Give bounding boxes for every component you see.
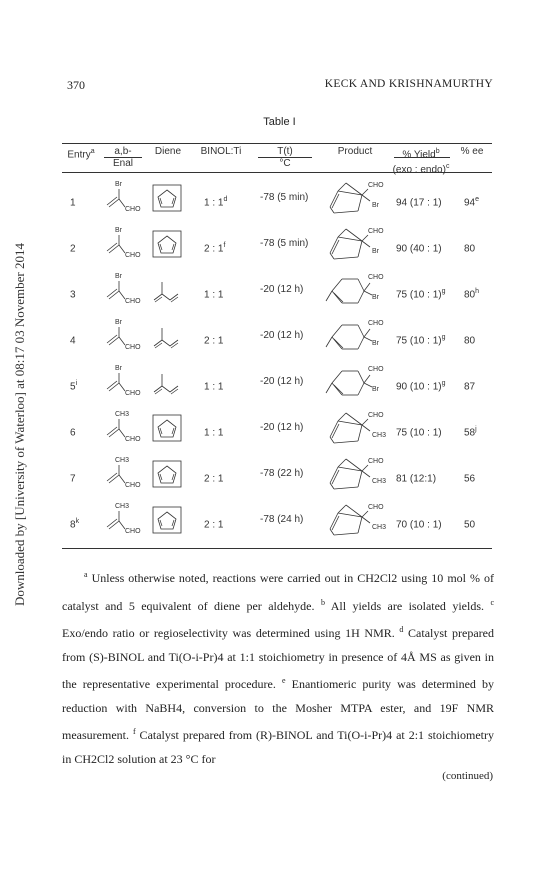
- cyclopentadiene-structure: [150, 458, 190, 492]
- product-substituent-label: Br: [372, 386, 379, 393]
- cell-entry: [70, 378, 77, 393]
- table-top-rule: [62, 143, 492, 144]
- bond: [362, 511, 368, 517]
- bond: [332, 291, 342, 303]
- product-cho-label: CHO: [368, 504, 384, 511]
- double-bond: [160, 244, 162, 250]
- entry-number: 8: [70, 519, 76, 531]
- chain: [154, 328, 178, 346]
- header-enal: [102, 146, 144, 170]
- table-row: [62, 498, 492, 544]
- cell-binol-ratio: [204, 424, 223, 439]
- table-bottom-rule: [62, 548, 492, 549]
- bond: [338, 413, 346, 421]
- bond: [362, 241, 370, 247]
- norbornene-product-structure: [324, 499, 388, 541]
- cell-ee: [464, 378, 475, 393]
- binol-ratio-text: 1 : 1: [204, 289, 224, 301]
- binol-ratio-text: 2 : 1: [204, 335, 224, 347]
- header-entry: [62, 146, 100, 161]
- header-enal-line2: Enal: [112, 158, 133, 169]
- footnotes: [62, 563, 494, 771]
- bond: [334, 257, 358, 259]
- table-row: [62, 360, 492, 406]
- bond: [364, 375, 370, 383]
- bond: [107, 289, 117, 297]
- cell-yield: [396, 286, 446, 301]
- ee-text: 56: [464, 473, 476, 485]
- binol-ratio-text: 1 : 1: [204, 197, 224, 209]
- header-ratio-sup: c: [445, 163, 450, 171]
- double-bond: [155, 297, 162, 302]
- bond: [109, 383, 119, 391]
- table-row: [62, 406, 492, 452]
- yield-text: 75 (10 : 1): [396, 335, 442, 347]
- bond: [358, 291, 364, 303]
- isoprene-structure: [150, 366, 190, 400]
- header-binol: BINOL:Ti: [200, 146, 242, 157]
- entry-number: 5: [70, 381, 76, 393]
- entry-number: 7: [70, 473, 76, 485]
- cell-ee: [464, 332, 475, 347]
- enal-substituent-label: CH3: [115, 503, 130, 510]
- bond: [358, 471, 362, 487]
- cell-binol-ratio: [204, 470, 223, 485]
- norbornene-product-structure: [324, 223, 388, 265]
- cell-binol-ratio: [204, 194, 227, 209]
- table-row: [62, 314, 492, 360]
- continued-note: (continued): [442, 770, 493, 782]
- cell-temperature: -78 (22 h): [260, 468, 304, 479]
- bond: [334, 211, 358, 213]
- bond: [358, 383, 364, 395]
- yield-text: 90 (40 : 1): [396, 243, 442, 255]
- bond: [334, 293, 343, 302]
- header-yield: [392, 146, 450, 177]
- yield-text: 70 (10 : 1): [396, 519, 442, 531]
- bond: [107, 335, 117, 343]
- footnote-mark: e: [281, 676, 286, 685]
- bond: [338, 505, 346, 513]
- bond: [346, 413, 362, 425]
- enal-substituent-label: Br: [115, 273, 122, 280]
- bond: [109, 429, 119, 437]
- enal-cho-label: CHO: [125, 482, 141, 489]
- cell-temperature: -20 (12 h): [260, 422, 304, 433]
- footnote-indent: [62, 571, 84, 585]
- bond: [107, 427, 117, 435]
- cell-entry: [70, 240, 76, 255]
- cyclopentadiene-structure: [150, 412, 190, 446]
- footnote-text: Enantiomeric purity was determined by reduction with NaBH4, conversion to the Mosher MTPA ester, and 19F NMR measurement.: [62, 677, 495, 742]
- product-substituent-label: CH3: [372, 478, 387, 485]
- header-ee: % ee: [460, 146, 484, 157]
- enal-substituent-label: CH3: [115, 411, 130, 418]
- cell-entry: [70, 424, 76, 439]
- bond: [334, 487, 358, 489]
- header-temp-line1: T(t): [277, 146, 293, 157]
- header-diene: Diene: [154, 146, 182, 157]
- cell-entry: [70, 470, 76, 485]
- footnote-text: Exo/endo ratio or regioselectivity was determined using 1H NMR.: [62, 626, 400, 640]
- cyclohexene-product-structure: [324, 361, 388, 403]
- enal-structure: [102, 455, 146, 495]
- bond: [338, 237, 362, 241]
- footnote-text: Catalyst prepared from (S)-BINOL and Ti(O-i-Pr)4 at 1:1 stoichiometry in presence of 4Å MS as given in the representative experimental procedure.: [62, 626, 494, 691]
- cell-entry: [70, 194, 76, 209]
- enal-cho-label: CHO: [125, 436, 141, 443]
- cyclohexene-product-structure: [324, 315, 388, 357]
- product-substituent-label: CH3: [372, 524, 387, 531]
- double-bond: [160, 520, 162, 526]
- enal-structure: [102, 363, 146, 403]
- header-enal-line1: a,b-: [114, 146, 132, 157]
- bond: [338, 229, 346, 237]
- binol-ratio-text: 2 : 1: [204, 519, 224, 531]
- cell-binol-ratio: [204, 332, 223, 347]
- cell-yield: [396, 194, 442, 209]
- product-substituent-label: Br: [372, 294, 379, 301]
- bond: [364, 283, 370, 291]
- enal-substituent-label: Br: [115, 319, 122, 326]
- product-substituent-label: Br: [372, 248, 379, 255]
- enal-cho-label: CHO: [125, 298, 141, 305]
- ee-sup: e: [475, 196, 480, 203]
- cell-yield: [396, 516, 442, 531]
- header-subrule-temp: [258, 157, 312, 158]
- product-substituent-label: CH3: [372, 432, 387, 439]
- bond: [332, 337, 342, 349]
- bond: [362, 465, 368, 471]
- page-number: 370: [67, 78, 85, 92]
- enal-substituent-label: Br: [115, 227, 122, 234]
- bond: [332, 371, 342, 383]
- yield-text: 81 (12:1): [396, 473, 437, 485]
- enal-structure: [102, 409, 146, 449]
- product-cho-label: CHO: [368, 412, 384, 419]
- bond: [334, 385, 343, 394]
- cell-temperature: -78 (5 min): [260, 238, 309, 249]
- yield-text: 90 (10 : 1): [396, 381, 442, 393]
- bond: [107, 473, 117, 481]
- product-substituent-label: Br: [372, 202, 379, 209]
- product-cho-label: CHO: [368, 274, 384, 281]
- yield-text: 75 (10 : 1): [396, 289, 442, 301]
- binol-ratio-text: 2 : 1: [204, 243, 224, 255]
- bond: [334, 533, 358, 535]
- bond: [334, 339, 343, 348]
- header-temp-line2: °C: [279, 158, 291, 169]
- bond: [346, 229, 362, 241]
- bond: [362, 235, 368, 241]
- bond: [362, 425, 370, 431]
- cell-temperature: -78 (5 min): [260, 192, 309, 203]
- cell-entry: [70, 516, 79, 531]
- product-cho-label: CHO: [368, 182, 384, 189]
- header-product: Product: [337, 146, 373, 157]
- bond: [338, 191, 362, 195]
- bond: [107, 519, 117, 527]
- bond: [362, 419, 368, 425]
- bond: [358, 337, 364, 349]
- bond: [358, 371, 364, 383]
- footnote-mark: f: [132, 727, 136, 736]
- table-title: Table I: [263, 116, 296, 128]
- binol-ratio-text: 2 : 1: [204, 473, 224, 485]
- bond: [362, 189, 368, 195]
- bond: [326, 291, 332, 301]
- ring: [158, 466, 176, 483]
- ee-sup: j: [475, 426, 477, 433]
- bond: [362, 517, 370, 523]
- bond: [358, 279, 364, 291]
- enal-cho-label: CHO: [125, 206, 141, 213]
- double-bond: [160, 428, 162, 434]
- bond: [332, 383, 342, 395]
- bond: [109, 521, 119, 529]
- cell-yield: [396, 332, 446, 347]
- double-bond: [171, 389, 178, 394]
- cyclopentadiene-structure: [150, 504, 190, 538]
- header-ratio-text: (exo : endo): [392, 164, 446, 176]
- header-entry-text: Entry: [67, 149, 91, 161]
- double-bond: [171, 343, 178, 348]
- bond: [358, 517, 362, 533]
- bond: [338, 513, 362, 517]
- norbornene-product-structure: [324, 407, 388, 449]
- footnote-text: All yields are isolated yields.: [324, 598, 491, 613]
- chain: [154, 374, 178, 392]
- isoprene-structure: [150, 274, 190, 308]
- bond: [338, 467, 362, 471]
- bond: [358, 195, 362, 211]
- double-bond: [172, 428, 174, 434]
- table-row: [62, 268, 492, 314]
- entry-sup: k: [75, 518, 80, 525]
- footnote-text: Unless otherwise noted, reactions were carried out in CH2Cl2 using 10 mol % of catalyst and 5 equivalent of diene per aldehyde.: [62, 571, 494, 613]
- cell-temperature: -20 (12 h): [260, 284, 304, 295]
- download-watermark: Downloaded by [University of Waterloo] at 08:17 03 November 2014: [12, 243, 27, 607]
- product-cho-label: CHO: [368, 228, 384, 235]
- bond: [358, 425, 362, 441]
- bond: [364, 383, 372, 387]
- bond: [364, 291, 372, 295]
- header-temp: [252, 146, 318, 170]
- footnote-mark: a: [84, 570, 88, 579]
- footnote-mark: c: [490, 597, 494, 607]
- enal-structure: [102, 501, 146, 541]
- cell-binol-ratio: [204, 286, 223, 301]
- bond: [358, 241, 362, 257]
- norbornene-product-structure: [324, 177, 388, 219]
- bond: [358, 325, 364, 337]
- enal-structure: [102, 271, 146, 311]
- enal-cho-label: CHO: [125, 390, 141, 397]
- cell-entry: [70, 286, 76, 301]
- double-bond: [172, 474, 174, 480]
- double-bond: [171, 297, 178, 302]
- ee-text: 58: [464, 427, 476, 439]
- double-bond: [172, 198, 174, 204]
- isoprene-structure: [150, 320, 190, 354]
- yield-sup: g: [441, 380, 446, 387]
- product-cho-label: CHO: [368, 320, 384, 327]
- bond: [109, 199, 119, 207]
- bond: [364, 337, 372, 341]
- bond: [346, 459, 362, 471]
- bond: [107, 381, 117, 389]
- cell-ee: [464, 194, 479, 209]
- cell-ee: [464, 424, 477, 439]
- double-bond: [172, 244, 174, 250]
- table-row: [62, 222, 492, 268]
- binol-ratio-sup: f: [223, 242, 226, 249]
- header-subrule-enal: [104, 157, 142, 158]
- bond: [107, 243, 117, 251]
- table-header: [62, 146, 492, 176]
- cell-entry: [70, 332, 76, 347]
- binol-ratio-text: 1 : 1: [204, 427, 224, 439]
- bond: [346, 183, 362, 195]
- cell-yield: [396, 240, 442, 255]
- entry-number: 6: [70, 427, 76, 439]
- cyclopentadiene-structure: [150, 182, 190, 216]
- ee-text: 80: [464, 243, 476, 255]
- cell-temperature: -20 (12 h): [260, 376, 304, 387]
- chain: [154, 282, 178, 300]
- cell-ee: [464, 516, 475, 531]
- bond: [109, 245, 119, 253]
- enal-cho-label: CHO: [125, 252, 141, 259]
- footnote-mark: d: [399, 625, 404, 634]
- enal-structure: [102, 179, 146, 219]
- binol-ratio-sup: d: [223, 196, 228, 203]
- yield-sup: g: [441, 334, 446, 341]
- cell-yield: [396, 470, 436, 485]
- bond: [332, 279, 342, 291]
- enal-cho-label: CHO: [125, 344, 141, 351]
- entry-number: 2: [70, 243, 76, 255]
- double-bond: [160, 474, 162, 480]
- enal-substituent-label: Br: [115, 181, 122, 188]
- bond: [338, 421, 362, 425]
- bond: [109, 291, 119, 299]
- ee-text: 87: [464, 381, 476, 393]
- bond: [326, 383, 332, 393]
- enal-substituent-label: CH3: [115, 457, 130, 464]
- entry-number: 3: [70, 289, 76, 301]
- cell-yield: [396, 378, 446, 393]
- bond: [364, 329, 370, 337]
- bond: [332, 325, 342, 337]
- product-substituent-label: Br: [372, 340, 379, 347]
- cell-temperature: -20 (12 h): [260, 330, 304, 341]
- bond: [338, 459, 346, 467]
- enal-substituent-label: Br: [115, 365, 122, 372]
- ring: [158, 236, 176, 253]
- header-entry-sup: a: [90, 148, 95, 155]
- double-bond: [155, 389, 162, 394]
- ring: [158, 420, 176, 437]
- bond: [107, 197, 117, 205]
- ee-text: 80: [464, 335, 476, 347]
- ring: [158, 512, 176, 529]
- ee-sup: h: [475, 288, 480, 295]
- table-row: [62, 176, 492, 222]
- cell-ee: [464, 470, 475, 485]
- enal-cho-label: CHO: [125, 528, 141, 535]
- ring: [158, 190, 176, 207]
- double-bond: [172, 520, 174, 526]
- bond: [326, 337, 332, 347]
- norbornene-product-structure: [324, 453, 388, 495]
- cell-binol-ratio: [204, 378, 223, 393]
- footnote-mark: b: [320, 597, 325, 607]
- bond: [338, 183, 346, 191]
- cell-ee: [464, 286, 479, 301]
- ee-text: 50: [464, 519, 476, 531]
- entry-number: 4: [70, 335, 76, 347]
- double-bond: [155, 343, 162, 348]
- bond: [109, 337, 119, 345]
- bond: [109, 475, 119, 483]
- yield-text: 94 (17 : 1): [396, 197, 442, 209]
- bond: [346, 505, 362, 517]
- product-cho-label: CHO: [368, 458, 384, 465]
- bond: [362, 195, 370, 201]
- header-yield-sup: b: [435, 148, 440, 155]
- cell-binol-ratio: [204, 240, 225, 255]
- yield-text: 75 (10 : 1): [396, 427, 442, 439]
- header-yield-text: % Yield: [402, 149, 436, 161]
- ee-text: 80: [464, 289, 476, 301]
- yield-sup: g: [441, 288, 446, 295]
- header-subrule-yield: [394, 157, 450, 158]
- cell-ee: [464, 240, 475, 255]
- table-row: [62, 452, 492, 498]
- entry-number: 1: [70, 197, 76, 209]
- enal-structure: [102, 225, 146, 265]
- cell-yield: [396, 424, 442, 439]
- entry-sup: i: [75, 380, 78, 387]
- cyclohexene-product-structure: [324, 269, 388, 311]
- product-cho-label: CHO: [368, 366, 384, 373]
- enal-structure: [102, 317, 146, 357]
- ee-text: 94: [464, 197, 476, 209]
- binol-ratio-text: 1 : 1: [204, 381, 224, 393]
- footnote-text: Catalyst prepared from (R)-BINOL and Ti(O-i-Pr)4 at 2:1 stoichiometry in CH2Cl2 solution at 23 °C for: [62, 728, 494, 766]
- cell-temperature: -78 (24 h): [260, 514, 304, 525]
- cell-binol-ratio: [204, 516, 223, 531]
- bond: [334, 441, 358, 443]
- running-head: KECK AND KRISHNAMURTHY: [324, 78, 493, 90]
- double-bond: [160, 198, 162, 204]
- bond: [362, 471, 370, 477]
- cyclopentadiene-structure: [150, 228, 190, 262]
